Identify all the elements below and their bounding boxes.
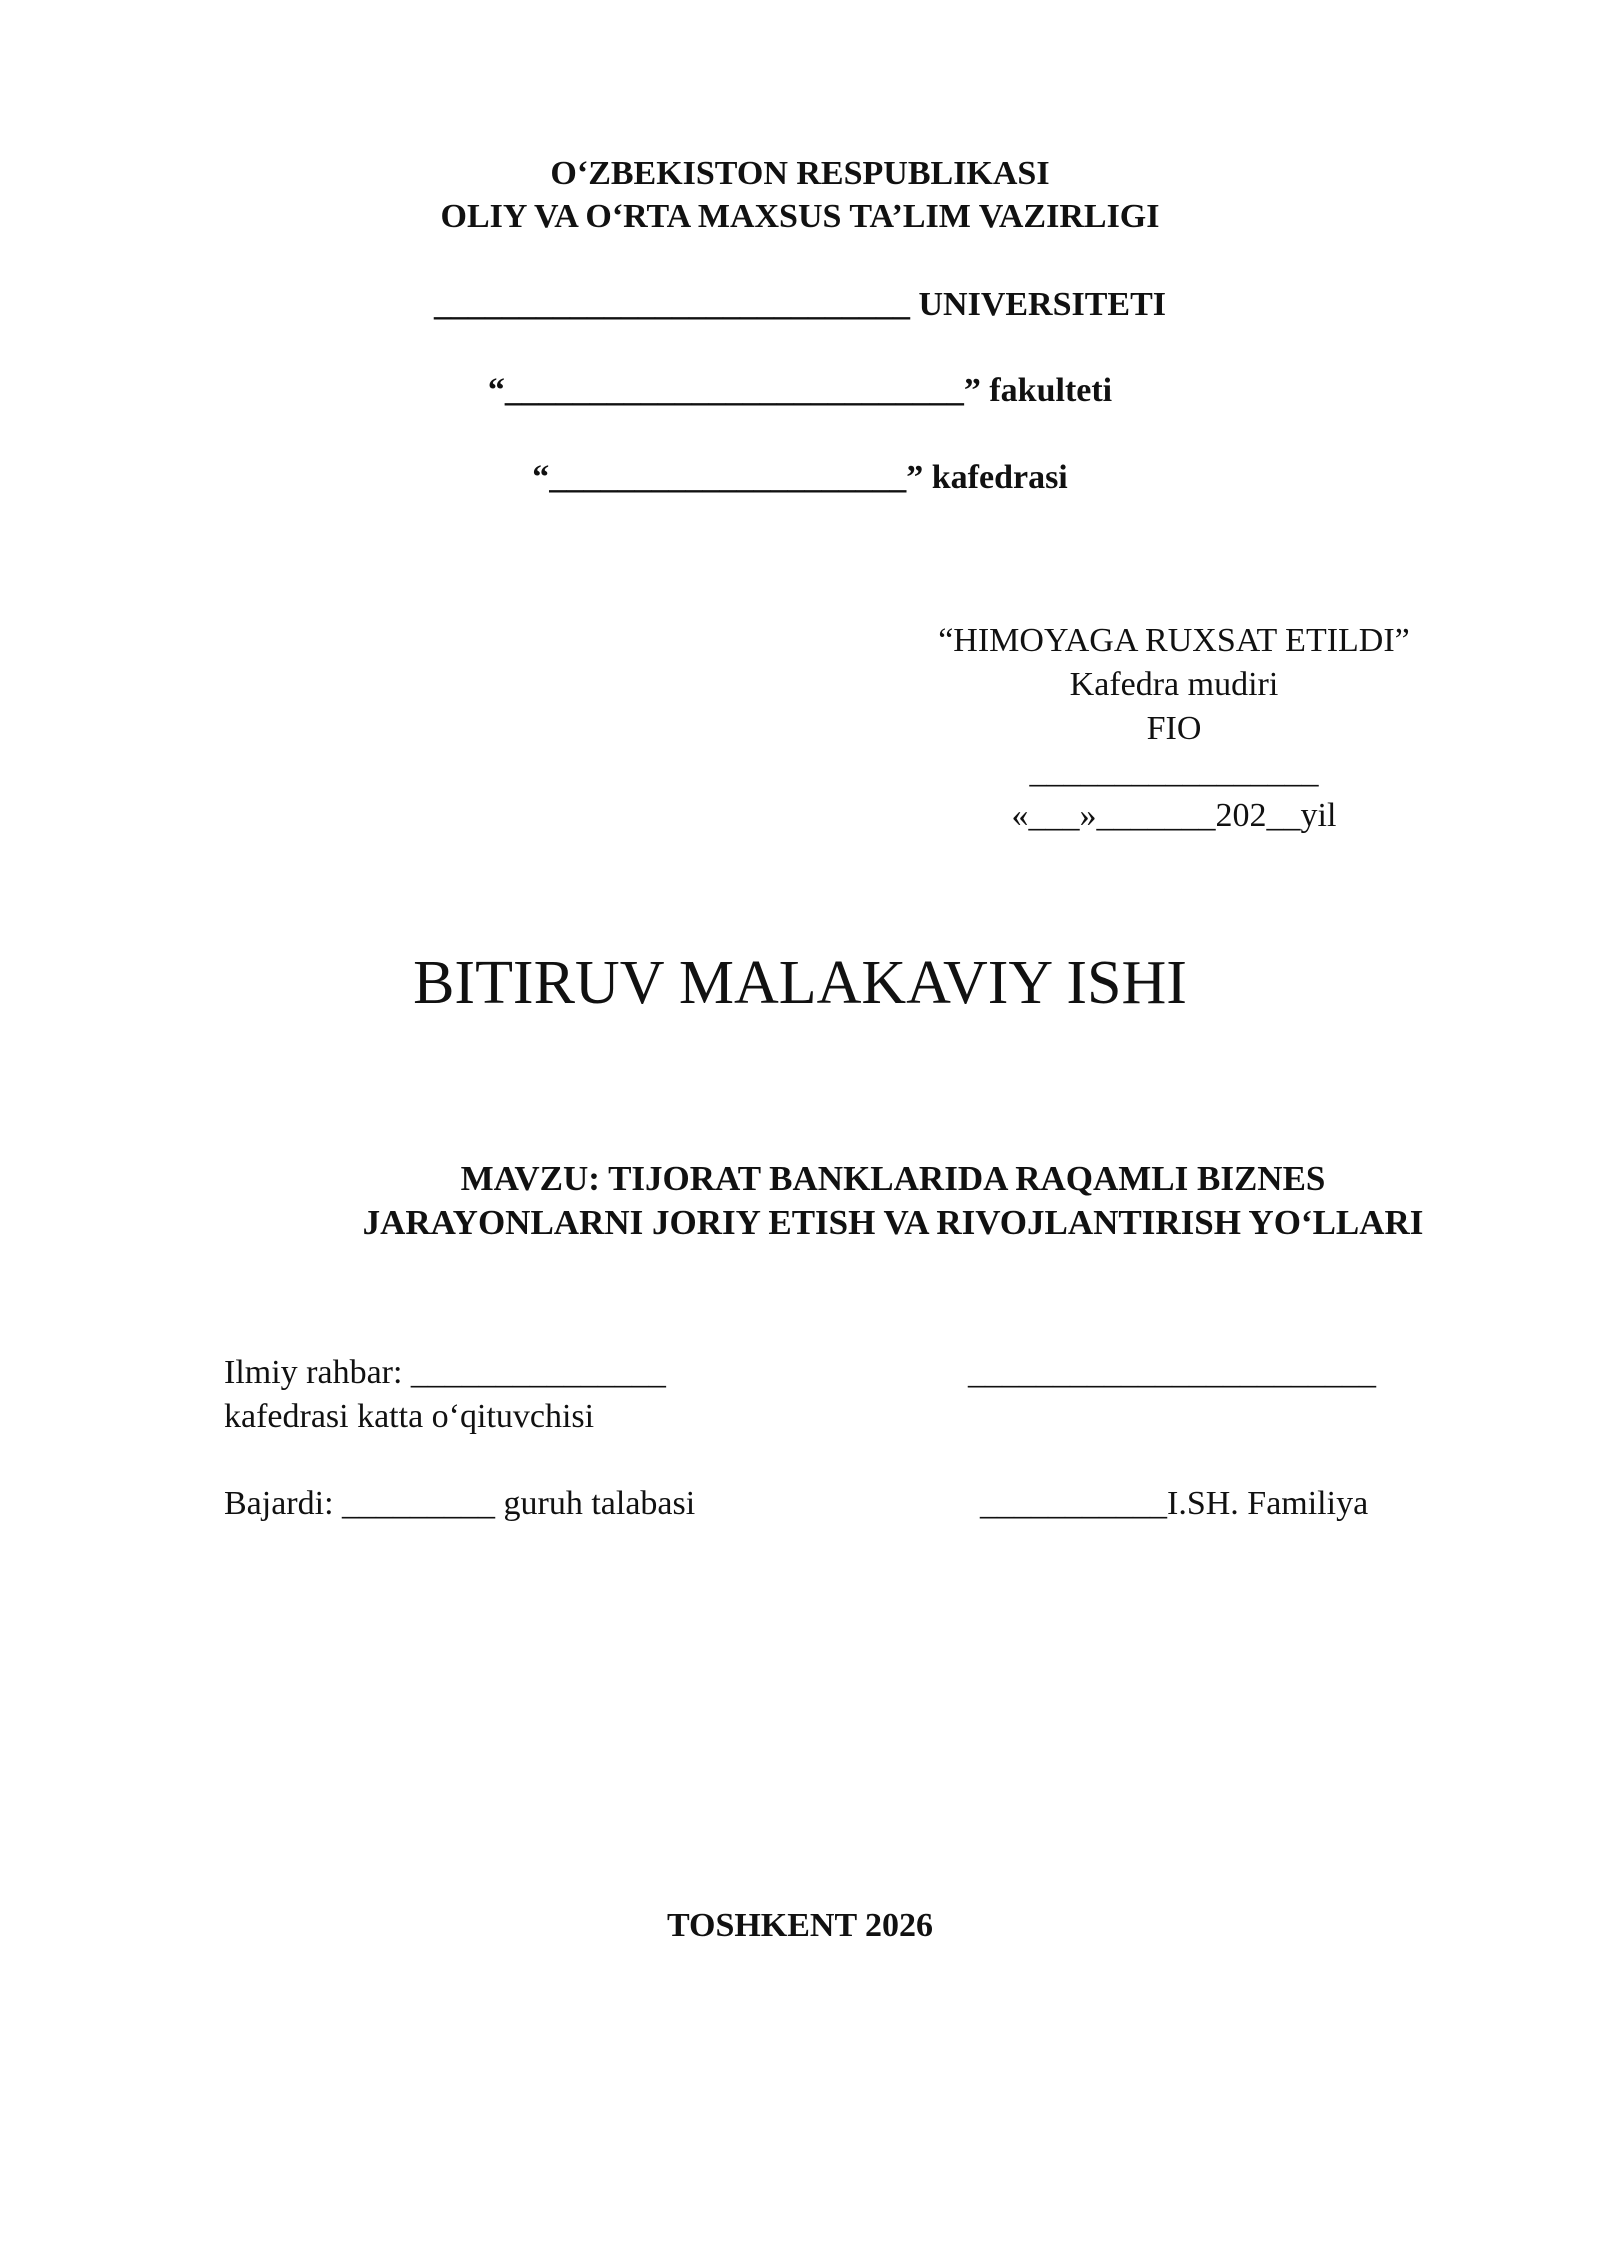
approval-name: FIO bbox=[1146, 710, 1202, 747]
header-republic: O‘ZBEKISTON RESPUBLIKASI bbox=[550, 155, 1050, 192]
student-label: Bajardi: _________ guruh talabasi bbox=[224, 1485, 696, 1522]
approval-date: «___»_______202__yil bbox=[1011, 797, 1337, 834]
topic-line-2: JARAYONLARNI JORIY ETISH VA RIVOJLANTIRISH YO‘LLARI bbox=[362, 1203, 1424, 1242]
header-university: ____________________________ UNIVERSITETI bbox=[433, 286, 1167, 323]
footer-city-year: TOSHKENT 2026 bbox=[666, 1907, 934, 1944]
topic-line-1: MAVZU: TIJORAT BANKLARIDA RAQAMLI BIZNES bbox=[460, 1159, 1326, 1198]
supervisor-role: kafedrasi katta o‘qituvchisi bbox=[224, 1398, 595, 1435]
header-ministry: OLIY VA O‘RTA MAXSUS TA’LIM VAZIRLIGI bbox=[440, 198, 1160, 235]
approval-position: Kafedra mudiri bbox=[1069, 666, 1279, 703]
supervisor-label: Ilmiy rahbar: _______________ bbox=[224, 1354, 666, 1391]
approval-stamp: “HIMOYAGA RUXSAT ETILDI” bbox=[938, 622, 1410, 659]
header-department: “_____________________” kafedrasi bbox=[532, 459, 1068, 496]
header-faculty: “___________________________” fakulteti bbox=[487, 372, 1113, 409]
student-signature: ___________I.SH. Familiya bbox=[980, 1485, 1369, 1522]
document-title: BITIRUV MALAKAVIY ISHI bbox=[413, 949, 1187, 1017]
approval-signature-line: _________________ bbox=[1029, 753, 1319, 790]
supervisor-signature: ________________________ bbox=[968, 1354, 1376, 1391]
